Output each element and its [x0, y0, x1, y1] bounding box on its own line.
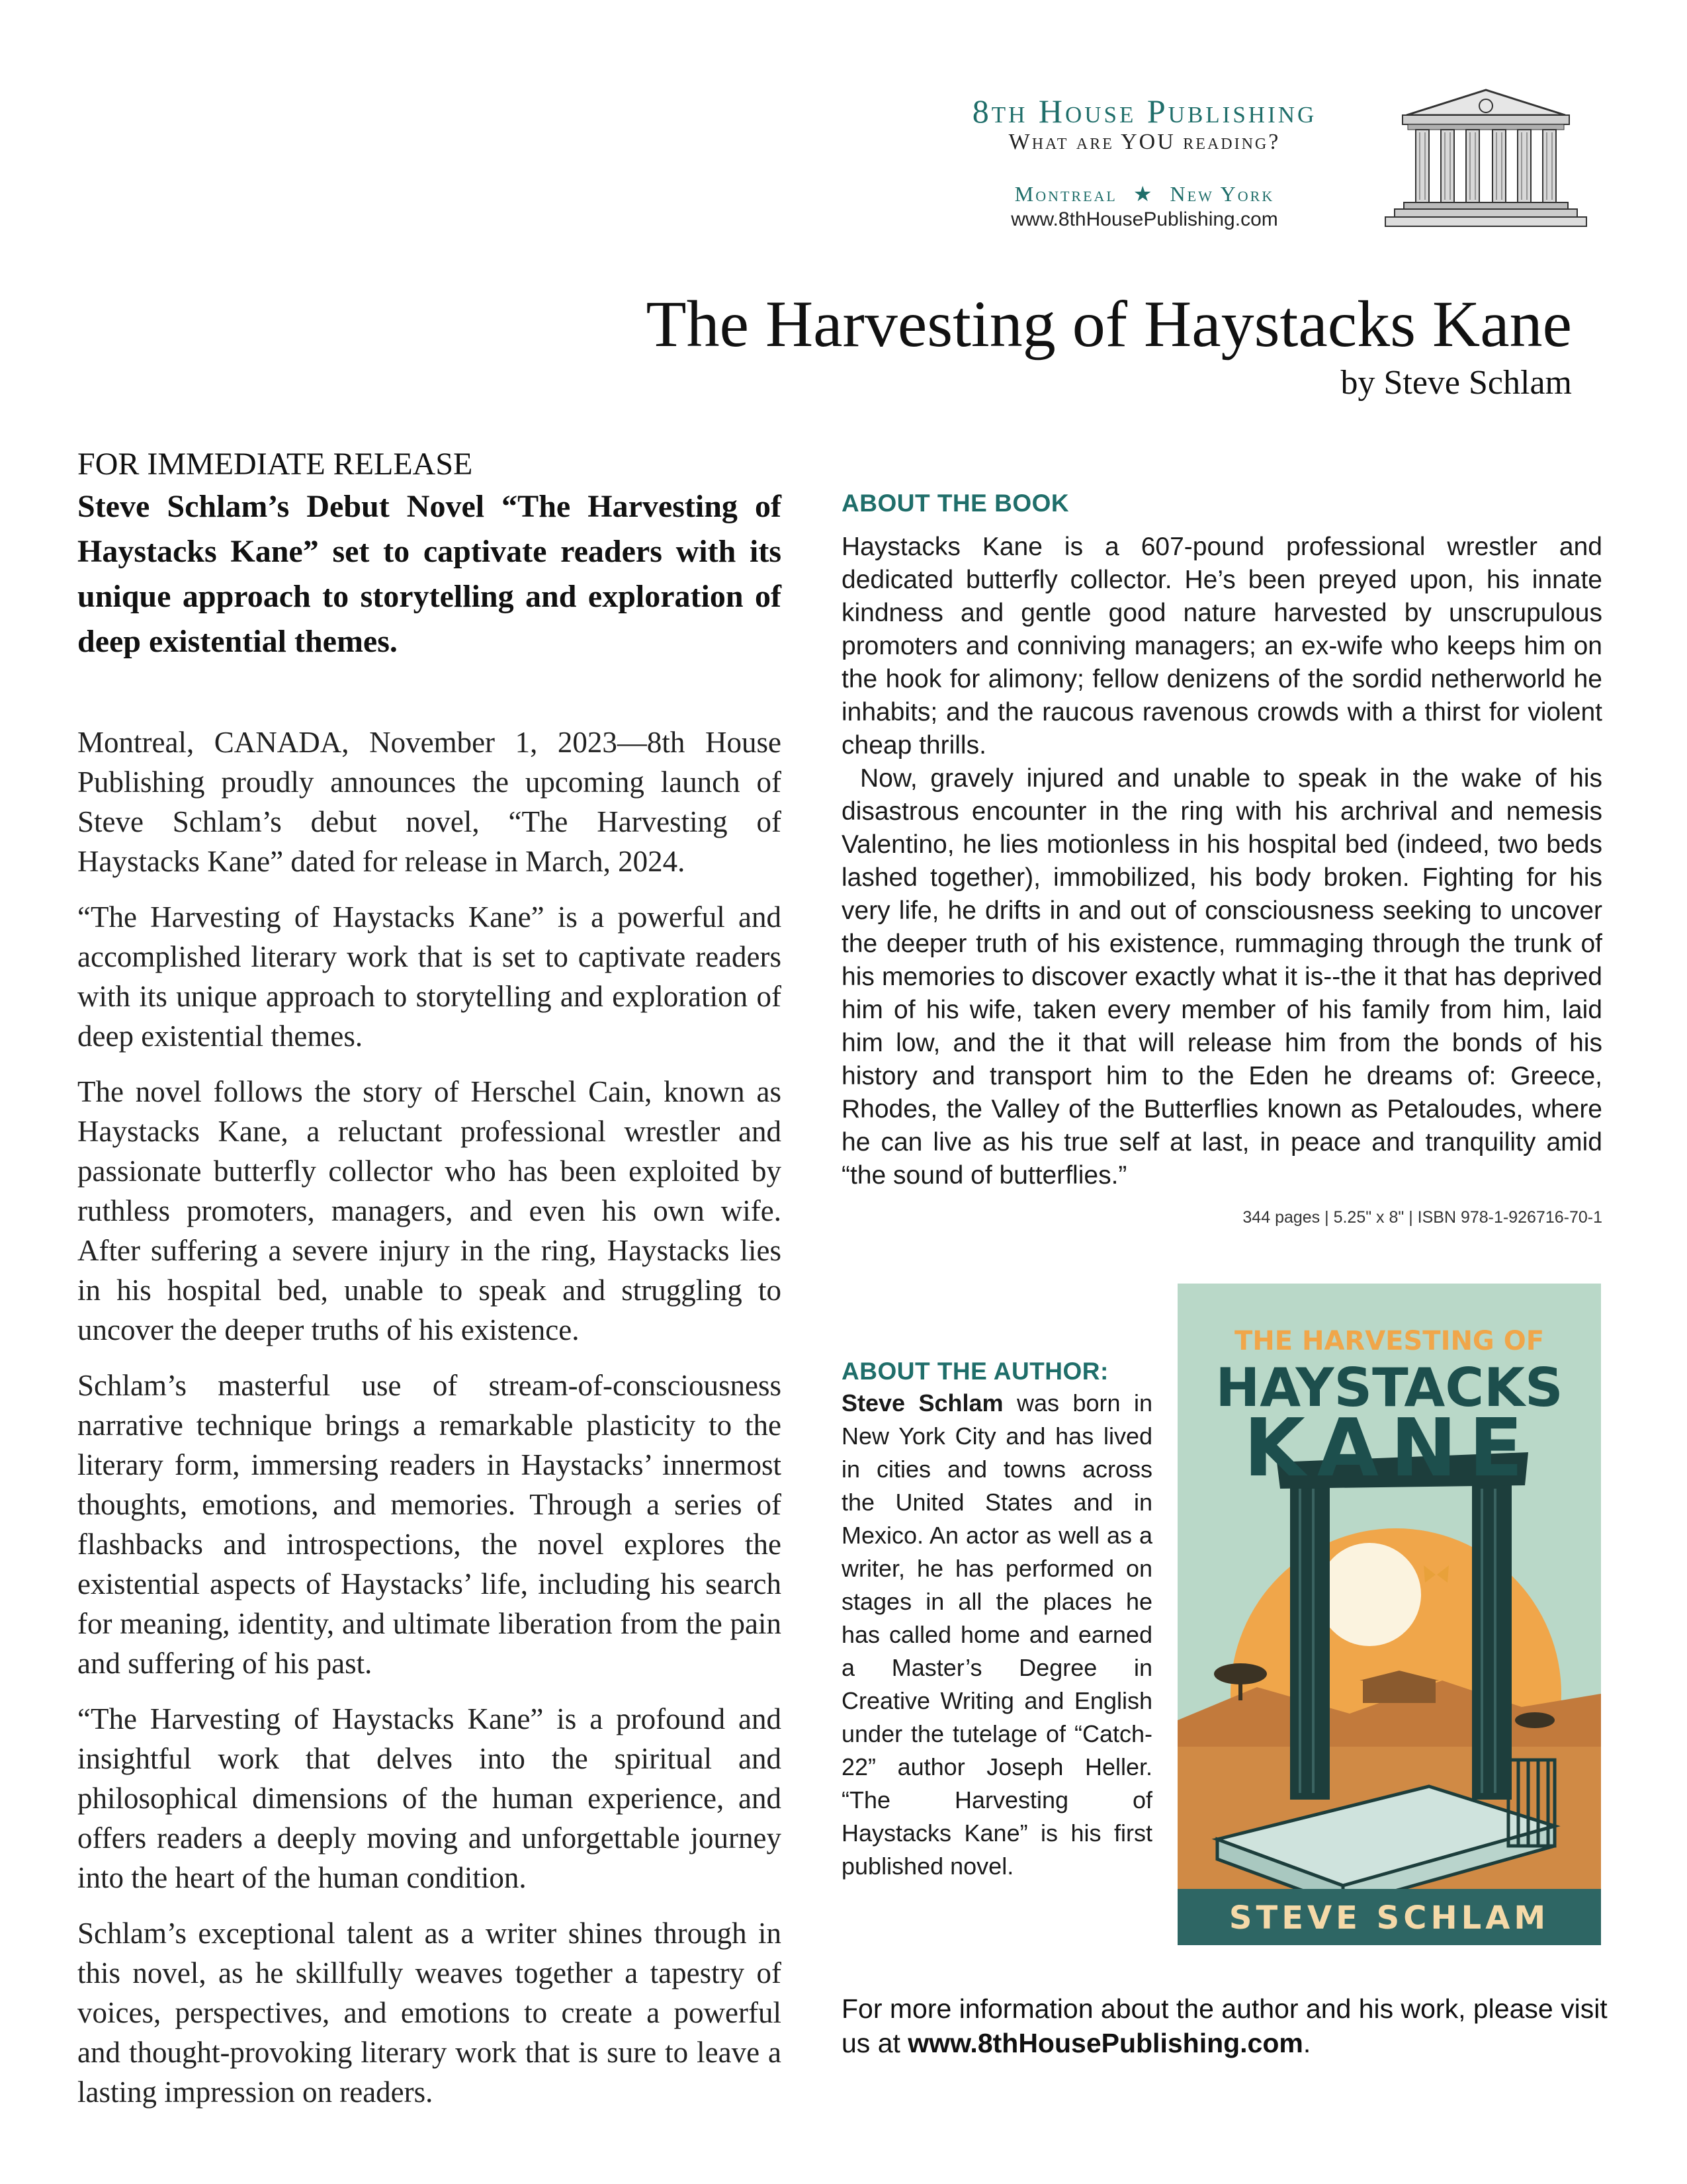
press-release [77, 445, 781, 2128]
city-new-york: New York [1170, 182, 1275, 206]
book-title: The Harvesting of Haystacks Kane [646, 287, 1572, 361]
about-book-heading: ABOUT THE BOOK [842, 490, 1070, 517]
cover-moon [1318, 1543, 1421, 1646]
about-author-heading: ABOUT THE AUTHOR: [842, 1358, 1109, 1385]
about-book-section [842, 488, 1602, 1228]
book-specs: 344 pages | 5.25" x 8" | ISBN 978-1-926716-70-1 [1242, 1208, 1602, 1227]
release-label: FOR IMMEDIATE RELEASE [77, 447, 473, 482]
temple-logo [1380, 86, 1592, 232]
city-montreal: Montreal [1014, 182, 1117, 206]
cover-title-line-3: KANE [1243, 1403, 1536, 1495]
more-info-url[interactable]: www.8thHousePublishing.com [908, 2028, 1303, 2058]
publisher-cities [913, 181, 1376, 206]
release-paragraph: The novel follows the story of Herschel Cain, known as Haystacks Kane, a reluctant professional wrestler and passionate butterfly collector who has been exploited by ruthless promoters, managers, and even his own wife. After suffering a severe injury in the ring, Haystacks lies in his hospital bed, unable to speak and struggling to uncover the deeper truths of his existence. [77, 1075, 781, 1346]
cover-column-right [1472, 1482, 1512, 1800]
more-info-text: For more information about the author and his work, please visit us at [842, 1993, 1608, 2058]
about-author-section [842, 1356, 1152, 1883]
about-book-paragraph: Haystacks Kane is a 607-pound professional wrestler and dedicated butterfly collector. He’s been preyed upon, his innate kindness and gentle good nature harvested by unscrupulous promoters and conniving managers; an ex-wife who keeps him on the hook for alimony; fellow denizens of the sordid netherworld he inhabits; and the raucous ravenous crowds with a thirst for violent cheap thrills. [842, 533, 1602, 760]
about-book-paragraph: Now, gravely injured and unable to speak in the wake of his disastrous encounter in the ring with his archrival and nemesis Valentino, he lies motionless in his hospital bed (indeed, two beds lashed together), immobilized, his body broken. Fighting for his very life, he drifts in and out of consciousness seeking to uncover the deeper truth of his existence, rummaging through the trunk of his memories to discover exactly what it is--the it that has deprived him of his wife, taken every member of his family from him, laid him low, and the it that will release him from the bonds of his history and transport him to the Eden he dreams of: Greece, Rhodes, the Valley of the Butterflies known as Petaloudes, where he can live as his true self at last, in peace and tranquility amid “the sound of butterflies.” [842, 764, 1602, 1190]
release-paragraph: Schlam’s masterful use of stream-of-consciousness narrative technique brings a remarkable plasticity to the literary form, immersing readers in Haystacks’ innermost thoughts, emotions, and memories. Through a series of flashbacks and introspections, the novel explores the existential aspects of Haystacks’ life, including his search for meaning, identity, and ultimate liberation from the pain and suffering of his past. [77, 1369, 781, 1680]
author-bio: was born in New York City and has lived in cities and towns across the United States and in Mexico. An actor as well as a writer, he has performed on stages in all the places he has called home and earned a Master’s Degree in Creative Writing and English under the tutelage of “Catch-22” author Joseph Heller. “The Harvesting of Haystacks Kane” is his first published novel. [842, 1389, 1152, 1880]
release-paragraph: Schlam’s exceptional talent as a writer shines through in this novel, as he skillfully weaves together a tapestry of voices, perspectives, and emotions to create a powerful and thought-provoking literary work that is sure to leave a lasting impression on readers. [77, 1917, 781, 2109]
cover-column-left [1290, 1482, 1330, 1800]
cover-title-line-1: THE HARVESTING OF [1234, 1326, 1545, 1356]
cover-author: STEVE SCHLAM [1229, 1900, 1550, 1937]
author-name: Steve Schlam [842, 1389, 1004, 1417]
book-cover [1178, 1284, 1601, 1945]
book-byline: by Steve Schlam [1340, 364, 1572, 402]
publisher-tagline: What are YOU reading? [1008, 130, 1281, 154]
publisher-block [913, 93, 1376, 233]
more-info-end: . [1303, 2028, 1311, 2058]
release-headline: Steve Schlam’s Debut Novel “The Harvesting of Haystacks Kane” set to captivate readers with its unique approach to storytelling and exploration of deep existential themes. [77, 489, 781, 659]
star-icon: ★ [1133, 182, 1154, 206]
release-paragraph: Montreal, CANADA, November 1, 2023—8th House Publishing proudly announces the upcoming launch of Steve Schlam’s debut novel, “The Harvesting of Haystacks Kane” dated for release in March, 2024. [77, 726, 781, 878]
publisher-url[interactable]: www.8thHousePublishing.com [1011, 208, 1278, 230]
cover-title-line-2: HAYSTACKS [1215, 1357, 1563, 1419]
more-info [842, 1991, 1616, 2060]
publisher-name: 8th House Publishing [972, 93, 1317, 130]
about-author-paragraph [842, 1387, 1152, 1883]
release-paragraph: “The Harvesting of Haystacks Kane” is a profound and insightful work that delves into the spiritual and philosophical dimensions of the human experience, and offers readers a deeply moving and unforgettable journey into the heart of the human condition. [77, 1702, 781, 1894]
release-paragraph: “The Harvesting of Haystacks Kane” is a powerful and accomplished literary work that is set to captivate readers with its unique approach to storytelling and exploration of deep existential themes. [77, 900, 781, 1053]
